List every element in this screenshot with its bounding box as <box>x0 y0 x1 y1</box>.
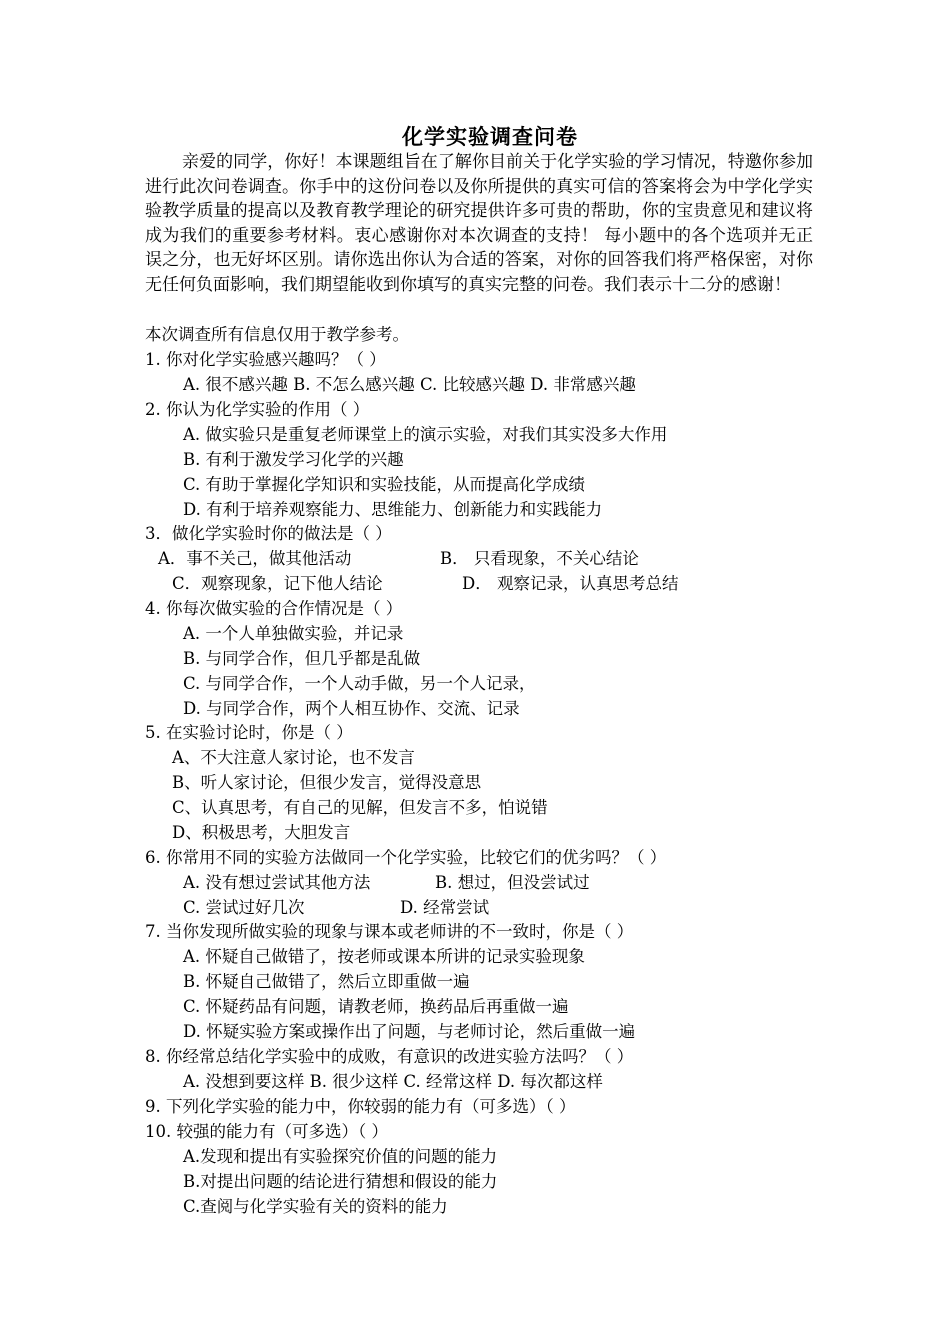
question-1-stem: 1. 你对化学实验感兴趣吗？（ ） <box>145 350 386 369</box>
question-6-option-a: A. 没有想过尝试其他方法 <box>183 873 371 892</box>
question-7-option-d: D. 怀疑实验方案或操作出了问题，与老师讨论，然后重做一遍 <box>183 1022 636 1041</box>
intro-paragraph: 亲爱的同学，你好！本课题组旨在了解你目前关于化学实验的学习情况，特邀你参加进行此次问卷调查。你手中的这份问卷以及你所提供的真实可信的答案将会为中学化学实验教学质量的提高以及教育教学理论的研究提供许多可贵的帮助，你的宝贵意见和建议将成为我们的重要参考材料。衷心感谢你对本次调查的支持！ 每小题中的各个选项并无正误之分，也无好坏区别。请你选出你认为合适的答案，对你的回答我们将严格保密，对你无任何负面影响，我们期望能收到你填写的真实完整的问卷。我们表示十二分的感谢！ <box>145 152 813 295</box>
question-2-stem: 2. 你认为化学实验的作用（ ） <box>145 400 370 419</box>
question-4-option-a: A. 一个人单独做实验，并记录 <box>183 624 404 643</box>
question-1-options: A. 很不感兴趣 B. 不怎么感兴趣 C. 比较感兴趣 D. 非常感兴趣 <box>183 375 636 394</box>
question-10-option-c: C.查阅与化学实验有关的资料的能力 <box>183 1197 448 1216</box>
question-2-option-a: A. 做实验只是重复老师课堂上的演示实验，对我们其实没多大作用 <box>183 425 668 444</box>
note-line: 本次调查所有信息仅用于教学参考。 <box>145 325 409 344</box>
question-4-option-b: B. 与同学合作，但几乎都是乱做 <box>183 649 421 668</box>
question-3-stem: 3．做化学实验时你的做法是（ ） <box>145 524 392 543</box>
question-7-option-c: C. 怀疑药品有问题，请教老师，换药品后再重做一遍 <box>183 997 569 1016</box>
question-7-option-b: B. 怀疑自己做错了，然后立即重做一遍 <box>183 972 470 991</box>
question-3-option-d: D． 观察记录，认真思考总结 <box>462 574 679 593</box>
question-10-stem: 10. 较强的能力有（可多选）（ ） <box>145 1122 388 1141</box>
question-3-option-b: B． 只看现象，不关心结论 <box>440 549 639 568</box>
question-6-option-c: C. 尝试过好几次 <box>183 898 305 917</box>
question-2-option-d: D. 有利于培养观察能力、思维能力、创新能力和实践能力 <box>183 500 603 519</box>
question-10-option-b: B.对提出问题的结论进行猜想和假设的能力 <box>183 1172 498 1191</box>
question-5-option-c: C、认真思考，有自己的见解，但发言不多，怕说错 <box>172 798 548 817</box>
question-2-option-b: B. 有利于激发学习化学的兴趣 <box>183 450 404 469</box>
question-7-stem: 7. 当你发现所做实验的现象与课本或老师讲的不一致时，你是（ ） <box>145 922 634 941</box>
question-9-stem: 9. 下列化学实验的能力中，你较弱的能力有（可多选）（ ） <box>145 1097 576 1116</box>
question-5-stem: 5. 在实验讨论时，你是（ ） <box>145 723 353 742</box>
question-8-options: A. 没想到要这样 B. 很少这样 C. 经常这样 D. 每次都这样 <box>183 1072 603 1091</box>
question-3-option-a: A．事不关己，做其他活动 <box>158 549 352 568</box>
question-2-option-c: C. 有助于掌握化学知识和实验技能，从而提高化学成绩 <box>183 475 586 494</box>
question-7-option-a: A. 怀疑自己做错了，按老师或课本所讲的记录实验现象 <box>183 947 585 966</box>
document-title: 化学实验调查问卷 <box>402 124 578 149</box>
question-6-stem: 6. 你常用不同的实验方法做同一个化学实验，比较它们的优劣吗？（ ） <box>145 848 667 867</box>
question-6-option-d: D. 经常尝试 <box>400 898 490 917</box>
question-5-option-a: A、不大注意人家讨论，也不发言 <box>172 748 415 767</box>
question-3-option-c: C．观察现象，记下他人结论 <box>172 574 383 593</box>
question-8-stem: 8. 你经常总结化学实验中的成败，有意识的改进实验方法吗？（ ） <box>145 1047 634 1066</box>
question-4-stem: 4. 你每次做实验的合作情况是（ ） <box>145 599 403 618</box>
question-4-option-d: D. 与同学合作，两个人相互协作、交流、记录 <box>183 699 520 718</box>
question-5-option-d: D、积极思考，大胆发言 <box>172 823 351 842</box>
question-4-option-c: C. 与同学合作，一个人动手做，另一个人记录， <box>183 674 536 693</box>
question-6-option-b: B. 想过，但没尝试过 <box>435 873 590 892</box>
question-5-option-b: B、听人家讨论，但很少发言，觉得没意思 <box>172 773 482 792</box>
question-10-option-a: A.发现和提出有实验探究价值的问题的能力 <box>183 1147 498 1166</box>
